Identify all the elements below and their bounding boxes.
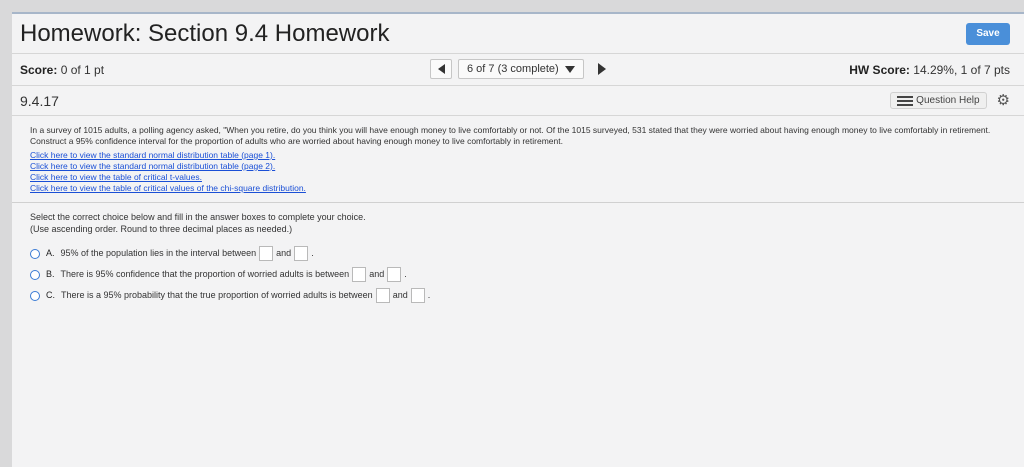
chevron-left-icon [438,64,445,74]
choice-end: . [404,269,407,279]
choice-a[interactable] [30,243,1006,264]
divider [12,202,1024,203]
list-icon [897,96,913,106]
question-help-label: Question Help [916,95,980,106]
choice-b-lower-input[interactable] [352,267,366,282]
choice-b-upper-input[interactable] [387,267,401,282]
choice-and: and [369,269,385,279]
choice-c-lower-input[interactable] [376,288,390,303]
choice-end: . [311,248,314,258]
choice-letter: A. [46,248,55,258]
chi-square-table-link[interactable]: Click here to view the table of critical values of the chi-square distribution. [30,183,306,193]
instructions-line2: (Use ascending order. Round to three decimal places as needed.) [30,224,293,234]
question-content [12,116,1024,306]
normal-table-page2-link[interactable]: Click here to view the standard normal distribution table (page 2). [30,161,276,171]
hw-score [849,63,1010,77]
hw-score-value: 14.29%, 1 of 7 pts [913,62,1010,77]
choice-text: 95% of the population lies in the interval between [60,248,257,258]
normal-table-page1-link[interactable]: Click here to view the standard normal distribution table (page 1). [30,150,276,160]
chevron-down-icon [565,66,575,73]
score-bar [12,54,1024,86]
question-tools [890,92,1010,109]
choice-text: There is a 95% probability that the true proportion of worried adults is between [61,290,373,300]
choice-c-radio[interactable] [30,291,40,301]
score [20,63,104,77]
choice-and: and [392,290,408,300]
score-label: Score: [20,62,58,77]
question-bar [12,86,1024,116]
choice-and: and [276,248,292,258]
choice-c[interactable] [30,285,1006,306]
choice-b[interactable] [30,264,1006,285]
question-help-button[interactable] [890,92,986,109]
choice-text: There is 95% confidence that the proportion of worried adults is between [60,269,350,279]
hw-score-label: HW Score: [849,62,910,77]
page-title: Homework: Section 9.4 Homework [20,19,390,47]
choice-a-radio[interactable] [30,249,40,259]
title-bar [12,14,1024,54]
choice-letter: C. [46,290,55,300]
save-button[interactable]: Save [966,23,1010,45]
question-number: 9.4.17 [20,92,59,109]
instructions-line1: Select the correct choice below and fill in the answer boxes to complete your choice. [30,212,366,222]
question-select[interactable] [458,59,584,79]
homework-page [12,12,1024,467]
instructions [30,211,1006,235]
choice-a-lower-input[interactable] [259,246,273,261]
gear-icon[interactable]: ⚙ [996,92,1010,109]
chevron-right-icon [598,63,606,75]
score-value: 0 of 1 pt [60,62,105,77]
choice-b-radio[interactable] [30,270,40,280]
choice-a-upper-input[interactable] [294,246,308,261]
question-position: 6 of 7 (3 complete) [467,63,559,75]
choice-end: . [427,290,431,300]
problem-text: In a survey of 1015 adults, a polling agency asked, "When you retire, do you think you will have enough money to live comfortably or not. Of the 1015 surveyed, 531 stated that they were worried about having enough money to live comfortably in retirement. Construct a 95% confidence interval for the proportion of adults who are worried about having enough money to live comfortably in retirement. [30,125,991,146]
t-values-table-link[interactable]: Click here to view the table of critical t-values. [30,172,202,182]
next-question-button[interactable] [590,59,614,79]
choice-letter: B. [46,269,55,279]
question-navigator [430,59,614,79]
choice-c-upper-input[interactable] [411,288,425,303]
previous-question-button[interactable] [430,59,452,79]
